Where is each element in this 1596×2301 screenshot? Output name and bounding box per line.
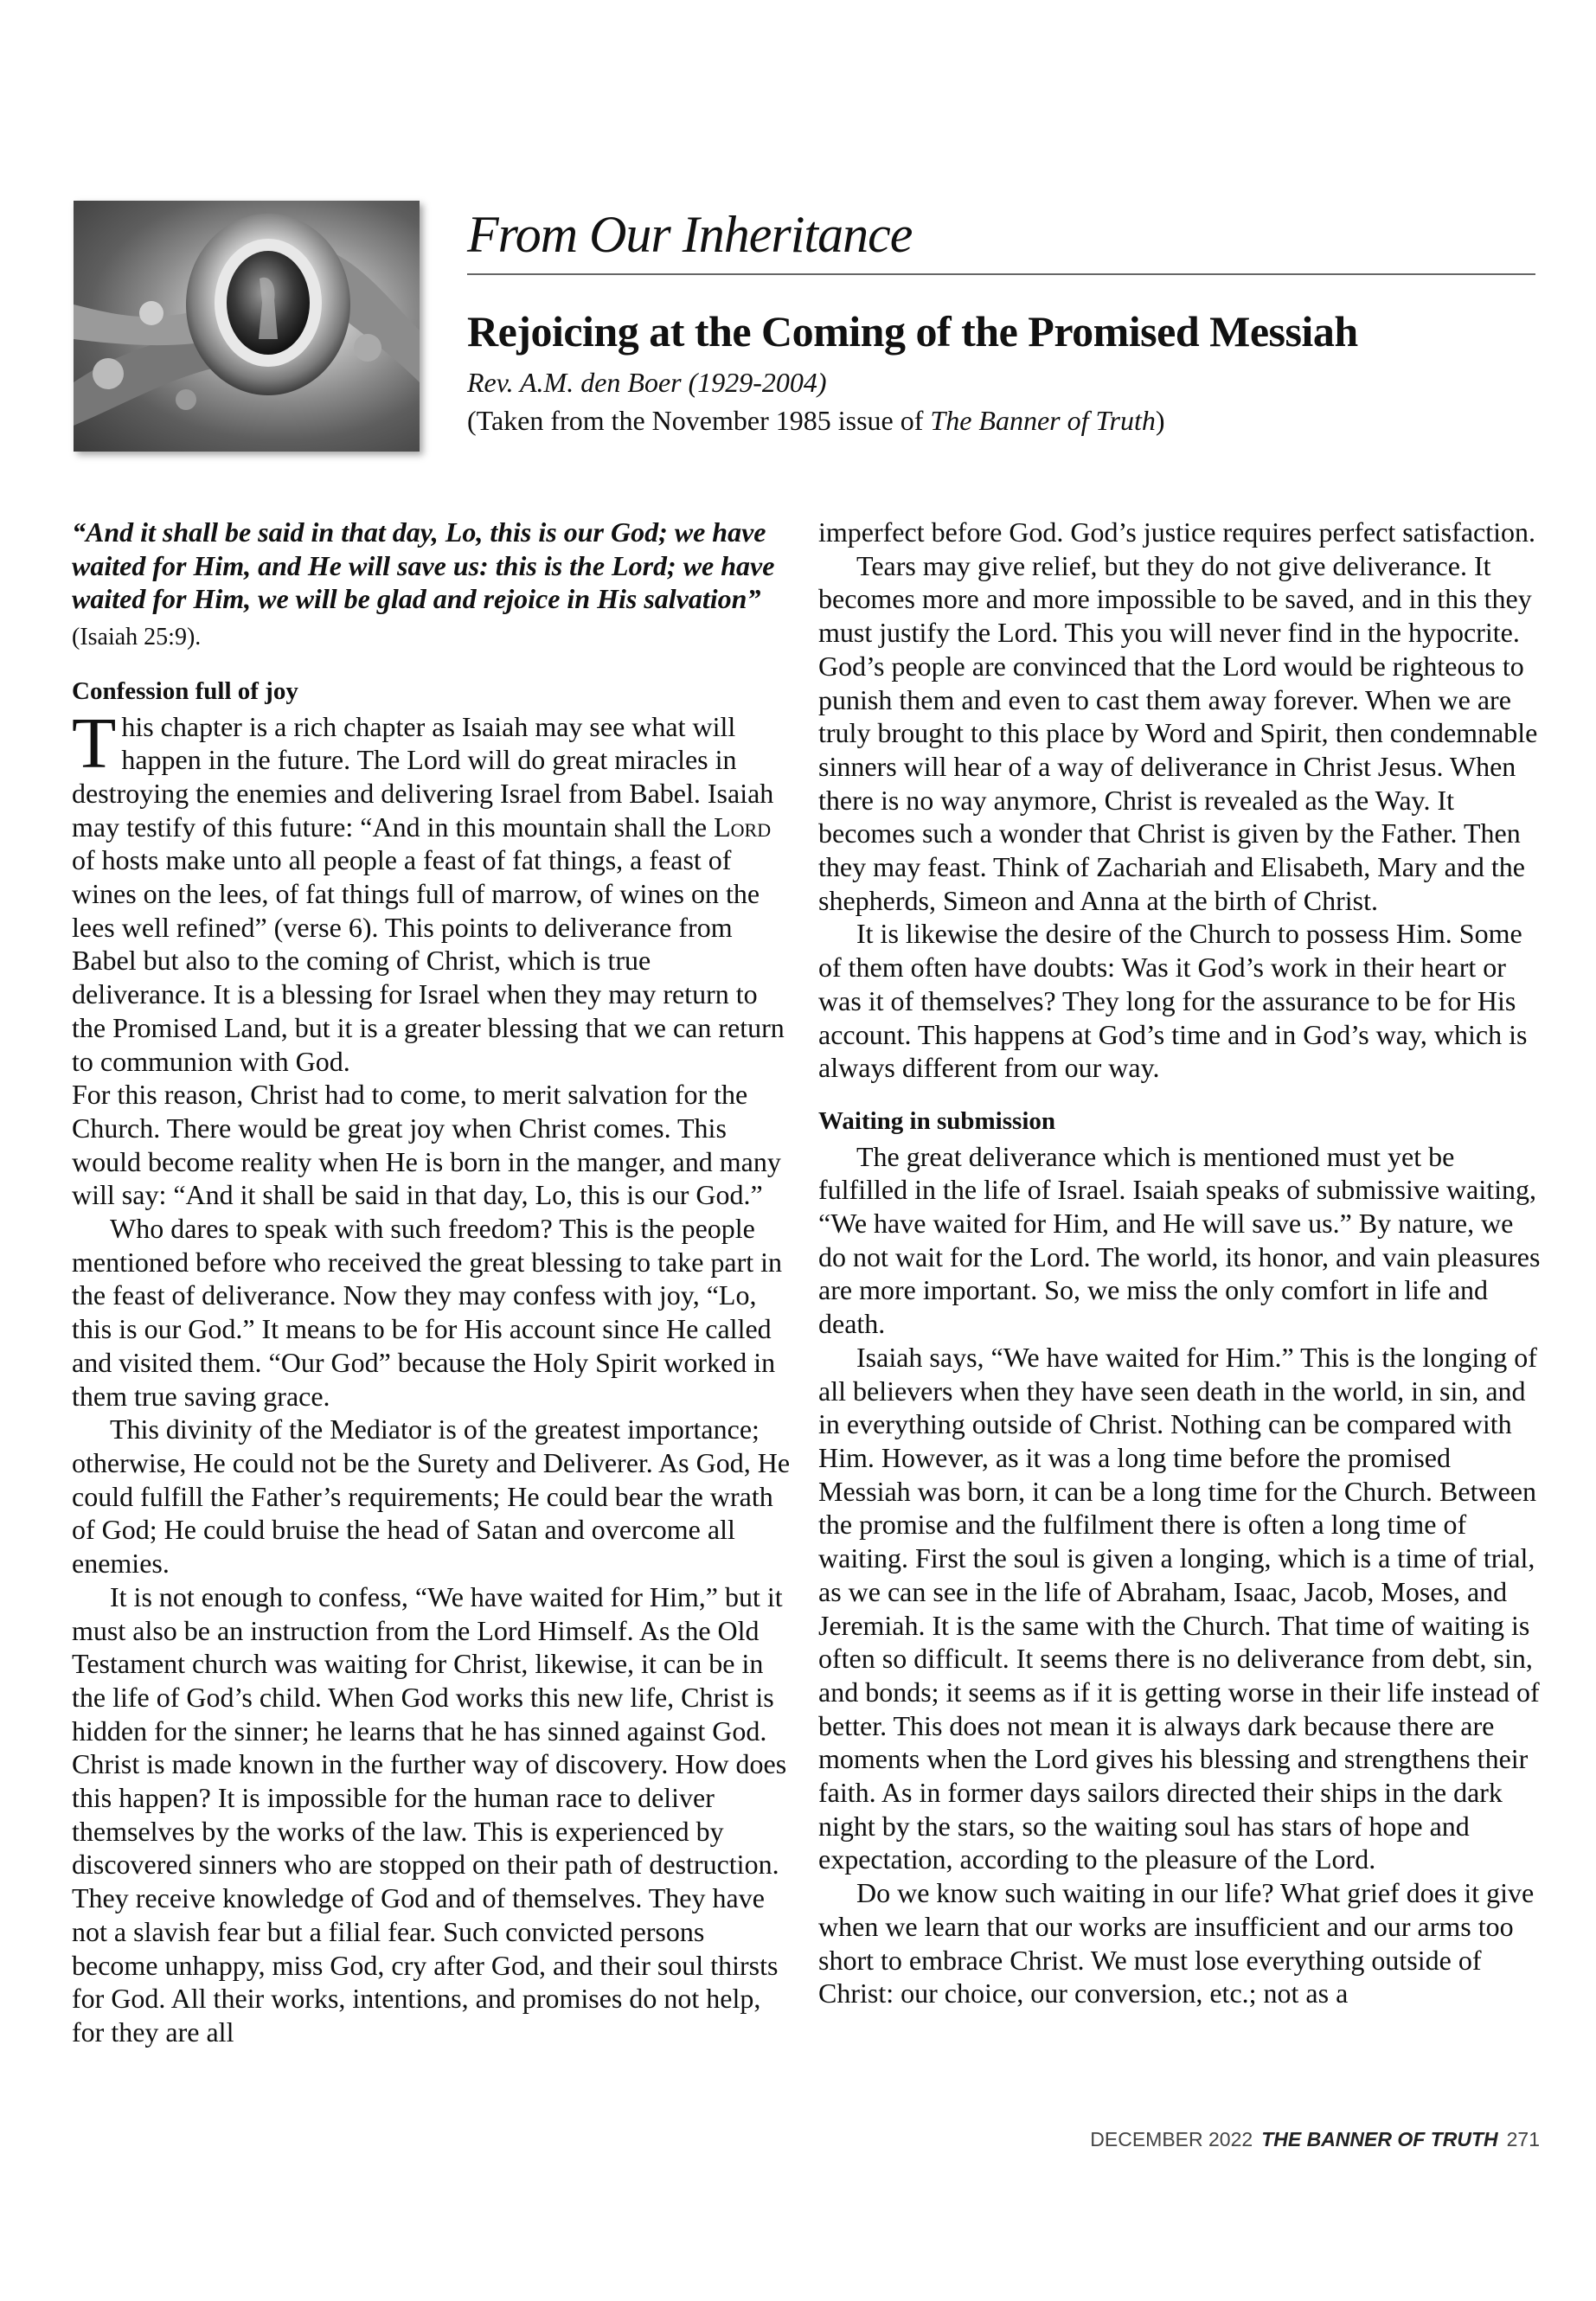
paragraph: The great deliverance which is mentioned must yet be fulfilled in the life of Israel. Isaiah speaks of submissive waiting, “We have waited for Him, and He will save us.” By nature, we do not wait for the Lord. The world, its honor, and vain pleasures are more important. So, we miss the only comfort in life and death. [818,1140,1541,1340]
source-note [467,405,1165,437]
paragraph: It is likewise the desire of the Church to possess Him. Some of them often have doubts: Was it God’s work in their heart or was it of themselves? They long for the assurance to be for His account. This happens at God’s time and in God’s way, which is always different from our way. [818,918,1528,1084]
ring-illustration [74,201,420,452]
subheading-waiting: Waiting in submission [818,1106,1055,1135]
paragraph: This divinity of the Mediator is of the greatest importance; otherwise, He could not be the Surety and Deliverer. As God, He could fulfill the Father’s requirements; He could bear the wrath of God; He could bruise the head of Satan and overcome all enemies. [72,1413,791,1580]
paragraph: Do we know such waiting in our life? What grief does it give when we learn that our works are insufficient and our arms too short to embrace Christ. We must lose everything outside of Christ: our choice, our conversion, etc.; not as a [818,1877,1535,2009]
issue-date: DECEMBER 2022 [1090,2128,1253,2150]
source-publication: The Banner of Truth [930,405,1156,436]
article-title: Rejoicing at the Coming of the Promised Messiah [467,307,1358,356]
page-number: 271 [1506,2128,1540,2150]
paragraph: Who dares to speak with such freedom? This is the people mentioned before who received the great blessing to take part in the feast of deliverance. Now they may confess with joy, “Lo, this is our God.” It means to be for His account since He called and visited them. “Our God” because the Holy Spirit worked in them true saving grace. [72,1213,783,1412]
paragraph: imperfect before God. God’s justice requires perfect satisfaction. [818,516,1536,548]
paragraph: Tears may give relief, but they do not give deliverance. It becomes more and more impossible to be saved, and in this they must justify the Lord. This you will never find in the hypocrite. God’s people are convinced that the Lord would be righteous to punish them and even to cast them away forever. When we are truly brought to this place by Word and Spirit, then condemnable sinners will hear of a way of deliverance in Christ Jesus. When there is no way anymore, Christ is revealed as the Way. It becomes such a wonder that Christ is given by the Father. Then they may feast. Think of Zachariah and Elisabeth, Mary and the shepherds, Simeon and Anna at the birth of Christ. [818,549,1538,916]
author-byline: Rev. A.M. den Boer (1929-2004) [467,367,827,398]
paragraph: Isaiah says, “We have waited for Him.” This is the longing of all believers when they have seen death in the world, in sin, and in everything outside of Christ. Nothing can be compared with Him. However, as it was a long time before the promised Messiah was born, it can be a long time for the Church. Between the promise and the fulfilment there is often a long time of waiting. First the soul is given a longing, which is a time of trial, as we can see in the life of Abraham, Isaac, Jacob, Moses, and Jeremiah. It is the same with the Church. That time of waiting is often so difficult. It seems there is no deliverance from debt, sin, and bonds; it seems as if it is getting worse in their life instead of better. This does not mean it is always dark because there are moments when the Lord gives his blessing and strengthens their faith. As in former days sailors directed their ships in the dark night by the stars, so the waiting soul has stars of hope and expectation, according to the pleasure of the Lord. [818,1341,1540,1875]
paragraph [72,702,790,1079]
paragraph: It is not enough to confess, “We have waited for Him,” but it must also be an instruction from the Lord Himself. As the Old Testament church was waiting for Christ, likewise, it can be in the life of God’s child. When God works this new life, Christ is hidden for the sinner; he learns that he has sinned against God. Christ is made known in the further way of discovery. How does this happen? It is impossible for the human race to deliver themselves by the works of the law. This is experienced by discovered sinners who are stopped on their path of destruction. They receive knowledge of God and of themselves. They have not a slavish fear but a filial fear. Such convicted persons become unhappy, miss God, cry after God, and their soul thirsts for God. All their works, intentions, and promises do not help, for they are all [72,1580,787,2048]
source-prefix: (Taken from the November 1985 issue of [467,405,931,436]
section-title: From Our Inheritance [467,206,1535,275]
paragraph-text: his chapter is a rich chapter as Isaiah may see what will happen in the future. The Lord will do great miracles in destroying the enemies and delivering Israel from Babel. Isaiah may testify of this future: “And in this mountain shall the [72,710,774,843]
epigraph-text: “And it shall be said in that day, Lo, this is our God; we have waited for Him, and He will save us: this is the Lord; we have waited for Him, we will be glad and rejoice in His salvation” [72,516,775,615]
drop-cap: T [72,702,117,784]
source-suffix: ) [1155,405,1165,436]
lord-small-caps: Lord [714,811,772,843]
subheading-confession: Confession full of joy [72,676,298,705]
paragraph-text: of hosts make unto all people a feast of fat things, a feast of wines on the lees, of fat things full of marrow, of wines on the lees well refined” (verse 6). This points to deliverance from Babel but also to the coming of Christ, which is true deliverance. It is a blessing for Israel when they may return to the Promised Land, but it is a greater blessing that we can return to communion with God. [72,844,785,1077]
magazine-name: THE BANNER OF TRUTH [1261,2128,1498,2150]
right-column [818,516,1541,2010]
page-footer [1090,2128,1540,2151]
left-column [72,516,790,2049]
epigraph [72,516,790,655]
ring-photo [74,201,420,452]
paragraph: For this reason, Christ had to come, to merit salvation for the Church. There would be great joy when Christ comes. This would become reality when He is born in the manger, and many will say: “And it shall be said in that day, Lo, this is our God.” [72,1079,781,1211]
epigraph-reference: (Isaiah 25:9). [72,624,202,651]
